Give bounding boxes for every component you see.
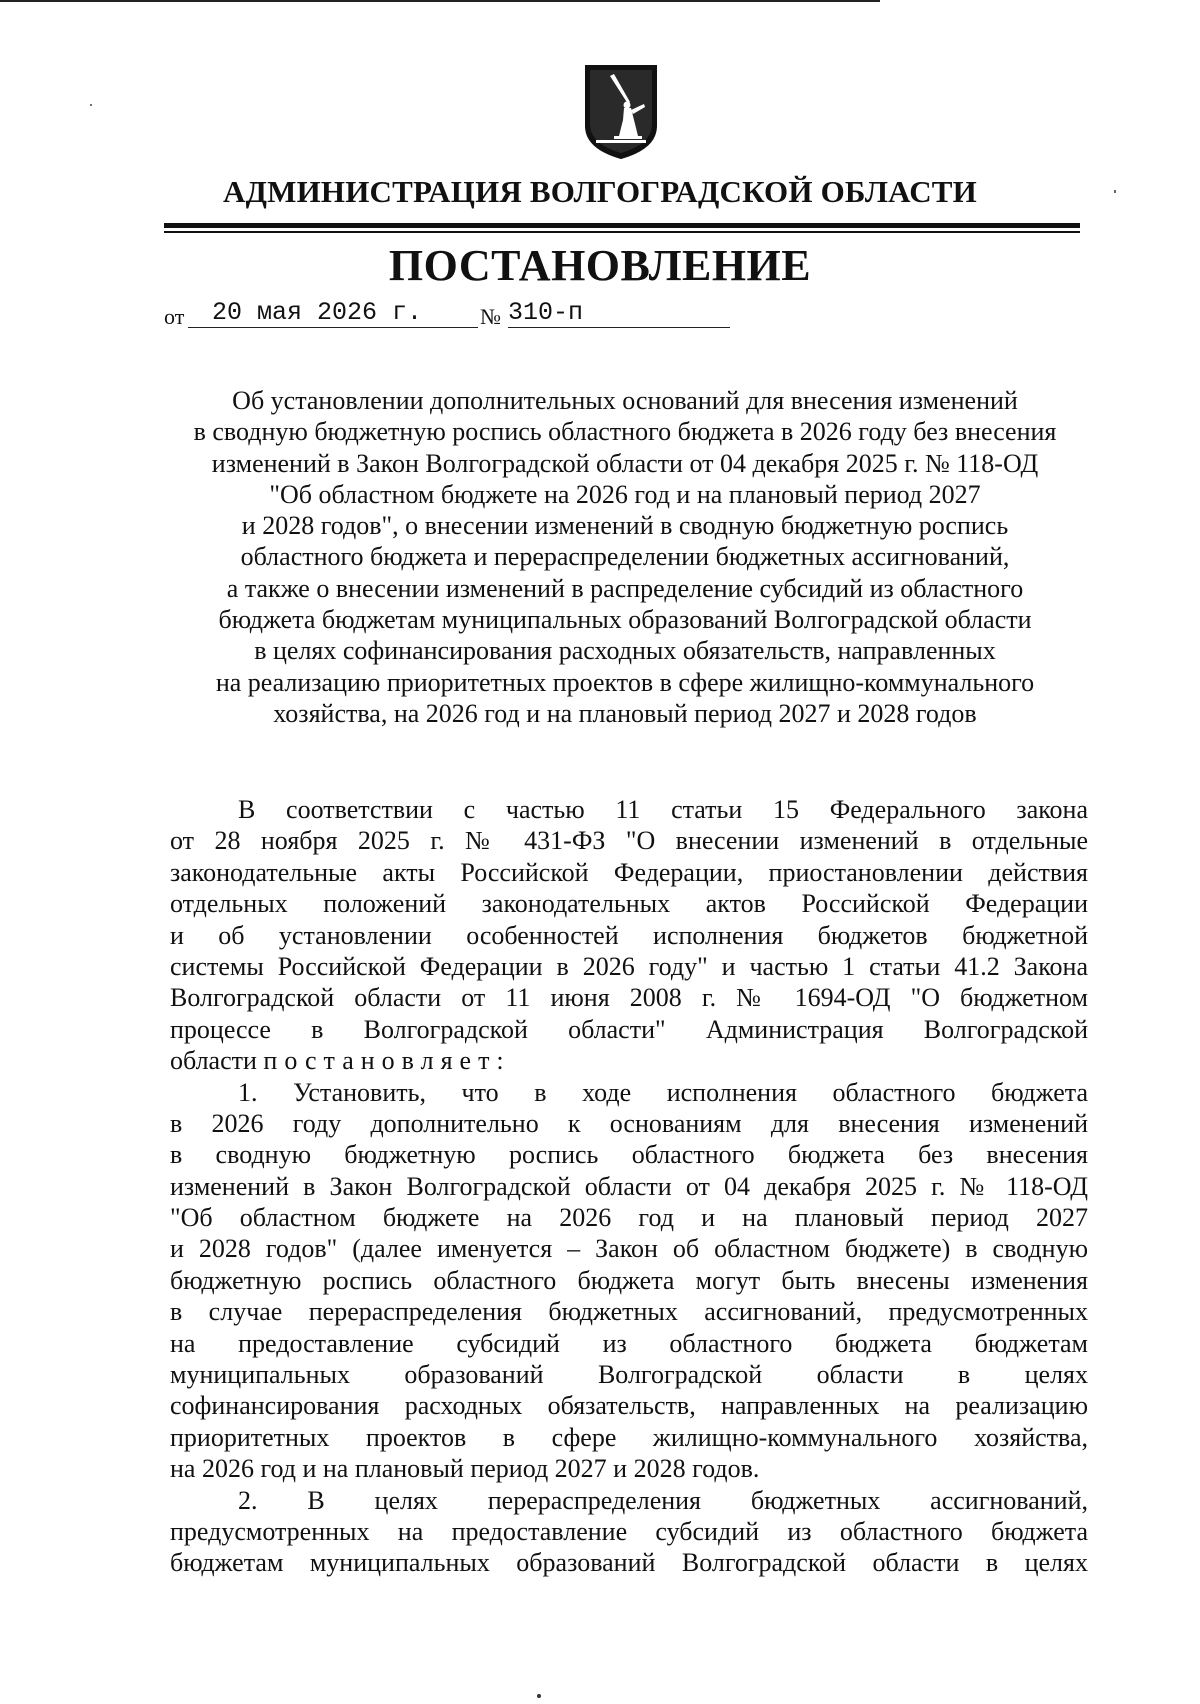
document-date: 20 мая 2026 г. <box>188 298 478 328</box>
body-line: бюджетам муниципальных образований Волгоградской области в целях <box>170 1548 1088 1578</box>
body-line: софинансирования расходных обязательств, направленных на реализацию <box>170 1391 1088 1421</box>
body-line: области <box>170 1046 257 1076</box>
body-line: отдельных положений законодательных актов Российской Федерации <box>170 889 1088 919</box>
body-line: законодательные акты Российской Федерации, приостановлении действия <box>170 857 1088 887</box>
organization-name: АДМИНИСТРАЦИЯ ВОЛГОГРАДСКОЙ ОБЛАСТИ <box>223 174 977 209</box>
title-line: "Об областном бюджете на 2026 год и на плановый период 2027 <box>269 479 981 509</box>
scan-speck <box>90 104 92 106</box>
body-line: в сводную бюджетную роспись областного бюджета без внесения <box>170 1140 1088 1170</box>
title-line: на реализацию приоритетных проектов в сфере жилищно-коммунального <box>215 667 1035 697</box>
title-line: изменений в Закон Волгоградской области от 04 декабря 2025 г. № 118-ОД <box>211 448 1039 478</box>
header-rule-thin <box>164 231 1080 233</box>
body-line: "Об областном бюджете на 2026 год и на плановый период 2027 <box>170 1203 1088 1233</box>
title-line: бюджета бюджетам муниципальных образований Волгоградской области <box>218 605 1032 635</box>
title-line: хозяйства, на 2026 год и на плановый период 2027 и 2028 годов <box>273 698 977 728</box>
body-line: в случае перераспределения бюджетных ассигнований, предусмотренных <box>170 1297 1088 1327</box>
scan-speck <box>537 1694 541 1698</box>
body-line-resolves <box>170 1045 1088 1076</box>
body-line: муниципальных образований Волгоградской области в целях <box>170 1360 1088 1390</box>
body-line: изменений в Закон Волгоградской области от 04 декабря 2025 г. № 118-ОД <box>170 1171 1088 1201</box>
date-label: от <box>164 304 185 329</box>
body-line: приоритетных проектов в сфере жилищно-коммунального хозяйства, <box>170 1422 1088 1452</box>
body-line: в 2026 году дополнительно к основаниям для внесения изменений <box>170 1108 1088 1138</box>
header-rule-thick <box>164 223 1080 228</box>
body-line: бюджетную роспись областного бюджета могут быть внесены изменения <box>170 1265 1088 1295</box>
title-line: а также о внесении изменений в распределение субсидий из областного <box>226 573 1024 603</box>
title-line: и 2028 годов", о внесении изменений в сводную бюджетную роспись <box>241 511 1009 541</box>
title-line: в сводную бюджетную роспись областного бюджета в 2026 году без внесения <box>193 417 1057 447</box>
body-line: 1. Установить, что в ходе исполнения областного бюджета <box>238 1077 1088 1107</box>
body-line: на 2026 год и на плановый период 2027 и 2028 годов. <box>170 1454 760 1484</box>
title-line: Об установлении дополнительных оснований для внесения изменений <box>232 386 1018 415</box>
document-type-title: ПОСТАНОВЛЕНИЕ <box>388 241 812 290</box>
body-line: и об установлении особенностей исполнения бюджетов бюджетной <box>170 920 1088 950</box>
body-line: Волгоградской области от 11 июня 2008 г. № 1694-ОД "О бюджетном <box>170 983 1088 1013</box>
document-number: 310-п <box>508 298 730 328</box>
body-line: В соответствии с частью 11 статьи 15 Федерального закона <box>238 795 1088 824</box>
resolves-word: постановляет: <box>263 1046 511 1076</box>
coat-of-arms-icon <box>584 64 658 160</box>
body-line: и 2028 годов" (далее именуется – Закон об областном бюджете) в сводную <box>170 1234 1088 1264</box>
document-body <box>170 794 1088 1579</box>
document-subject-title <box>160 385 1090 729</box>
body-line: предусмотренных на предоставление субсидий из областного бюджета <box>170 1516 1088 1546</box>
body-line: 2. В целях перераспределения бюджетных ассигнований, <box>238 1485 1088 1515</box>
top-border-line <box>0 0 880 2</box>
title-line: в целях софинансирования расходных обязательств, направленных <box>254 636 996 666</box>
body-line: на предоставление субсидий из областного бюджета бюджетам <box>170 1328 1088 1358</box>
body-line: от 28 ноября 2025 г. № 431-ФЗ "О внесении изменений в отдельные <box>170 826 1088 856</box>
body-line: системы Российской Федерации в 2026 году" и частью 1 статьи 41.2 Закона <box>170 951 1088 981</box>
body-line: процессе в Волгоградской области" Администрация Волгоградской <box>170 1014 1088 1044</box>
title-line: областного бюджета и перераспределении бюджетных ассигнований, <box>240 542 1010 572</box>
number-label: № <box>480 304 501 329</box>
